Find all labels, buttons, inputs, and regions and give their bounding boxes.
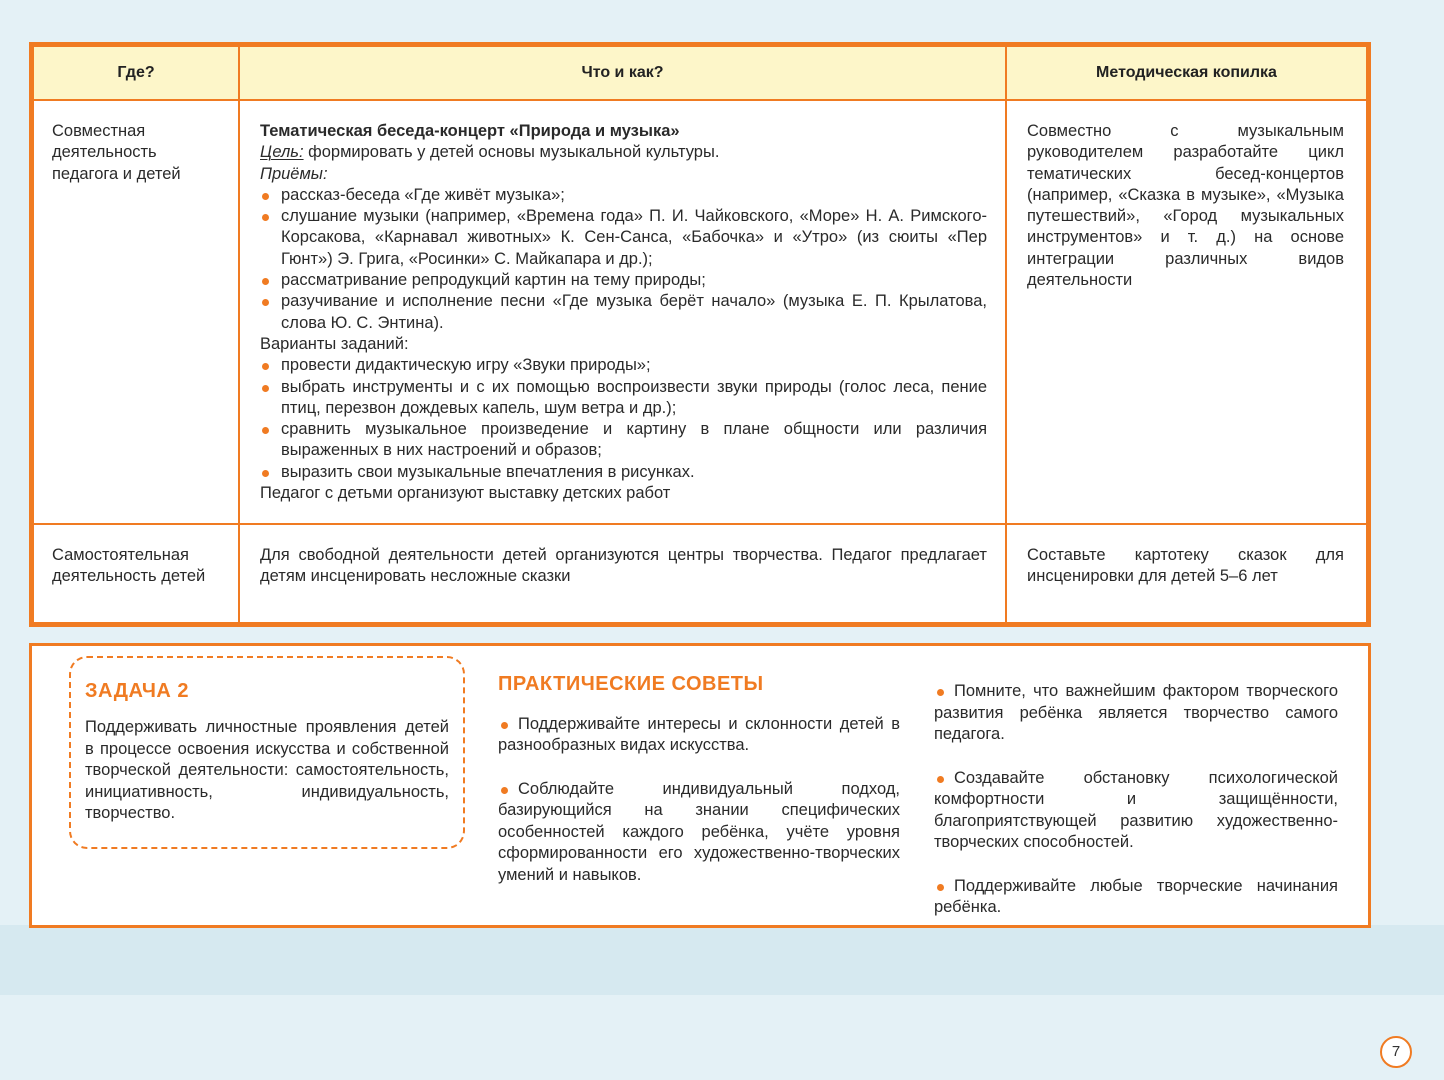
row1-where-text: Совместная деятельность педагога и детей — [52, 122, 181, 183]
list-item: выбрать инструменты и с их помощью воспроизвести звуки природы (голос леса, пение птиц, перезвон дождевых капель, шум ветра и др.); — [260, 377, 987, 420]
advice-text: Помните, что важнейшим фактором творческого развития ребёнка является творчество самого педагога. — [934, 682, 1338, 743]
row2-tips-text: Составьте картотеку сказок для инсценировки для детей 5–6 лет — [1027, 546, 1344, 586]
row1-where — [33, 100, 239, 524]
list-item: рассматривание репродукций картин на тему природы; — [260, 270, 987, 291]
list-item: выразить свои музыкальные впечатления в рисунках. — [260, 462, 987, 483]
header-what-how: Что и как? — [239, 46, 1006, 100]
table-row — [33, 100, 1367, 524]
row1-closing: Педагог с детьми организуют выставку детских работ — [260, 484, 671, 503]
row1-tips — [1006, 100, 1367, 524]
bullet-icon — [937, 776, 944, 783]
row2-what — [239, 524, 1006, 623]
advice-title: ПРАКТИЧЕСКИЕ СОВЕТЫ — [498, 673, 764, 695]
advice-text: Создавайте обстановку психологической комфортности и защищённости, благоприятствующей развитию художественно-творческих способностей. — [934, 768, 1338, 851]
advice-list-1 — [498, 714, 900, 887]
list-item — [934, 768, 1338, 854]
advice-column-2 — [934, 681, 1338, 941]
methods-label: Приёмы: — [260, 164, 328, 183]
list-item: разучивание и исполнение песни «Где музыка берёт начало» (музыка Е. П. Крылатова, слова Ю. С. Энтина). — [260, 291, 987, 334]
list-item: сравнить музыкальное произведение и картину в плане общности или различия выраженных в них настроений и образов; — [260, 419, 987, 462]
activity-table — [29, 42, 1371, 627]
advice-column-1 — [498, 674, 900, 908]
list-item: провести дидактическую игру «Звуки природы»; — [260, 355, 987, 376]
row1-goal — [260, 142, 987, 163]
row2-tips — [1006, 524, 1367, 623]
header-method-bank: Методическая копилка — [1006, 46, 1367, 100]
row2-what-text: Для свободной деятельности детей организуются центры творчества. Педагог предлагает детям инсценировать несложные сказки — [260, 546, 987, 586]
advice-list-2 — [934, 681, 1338, 919]
advice-panel — [29, 643, 1371, 928]
list-item: рассказ-беседа «Где живёт музыка»; — [260, 185, 987, 206]
row2-where-text: Самостоятельная деятельность детей — [52, 546, 206, 586]
bullet-icon — [501, 722, 508, 729]
list-item: слушание музыки (например, «Времена года» П. И. Чайковского, «Море» Н. А. Римского-Корсакова, «Карнавал животных» К. Сен-Санса, «Бабочка» и «Утро» (из сюиты «Пер Гюнт») Э. Грига, «Росинки» С. Майкапара и др.); — [260, 206, 987, 270]
advice-text: Поддерживайте любые творческие начинания ребёнка. — [934, 876, 1338, 916]
goal-text: формировать у детей основы музыкальной культуры. — [303, 143, 720, 162]
methods-list — [260, 185, 987, 334]
variants-list — [260, 355, 987, 483]
list-item — [934, 681, 1338, 746]
table-header-row — [33, 46, 1367, 100]
row1-what — [239, 100, 1006, 524]
task-text: Поддерживать личностные проявления детей в процессе освоения искусства и собственной творческой деятельности: самостоятельность, инициативность, индивидуальность, творчество. — [85, 718, 449, 822]
row1-tips-text: Совместно с музыкальным руководителем разработайте цикл тематических бесед-концертов (например, «Сказка в музыке», «Музыка путешествий», «Город музыкальных инструментов» и т. д.) на основе интеграции различных видов деятельности — [1027, 122, 1344, 290]
goal-label: Цель: — [260, 143, 304, 162]
advice-text: Соблюдайте индивидуальный подход, базирующийся на знании специфических особенностей каждого ребёнка, учёте уровня сформированности его художественно-творческих умений и навыков. — [498, 779, 900, 884]
advice-text: Поддерживайте интересы и склонности детей в разнообразных видах искусства. — [498, 714, 900, 754]
row2-where — [33, 524, 239, 623]
bullet-icon — [501, 787, 508, 794]
list-item — [498, 779, 900, 887]
variants-label: Варианты заданий: — [260, 334, 409, 353]
task-box — [69, 656, 465, 849]
table-row — [33, 524, 1367, 623]
bullet-icon — [937, 884, 944, 891]
page-number: 7 — [1380, 1036, 1412, 1068]
list-item — [498, 714, 900, 757]
row1-title: Тематическая беседа-концерт «Природа и музыка» — [260, 122, 680, 140]
header-where: Где? — [33, 46, 239, 100]
bullet-icon — [937, 689, 944, 696]
list-item — [934, 876, 1338, 919]
task-title: ЗАДАЧА 2 — [85, 680, 190, 702]
